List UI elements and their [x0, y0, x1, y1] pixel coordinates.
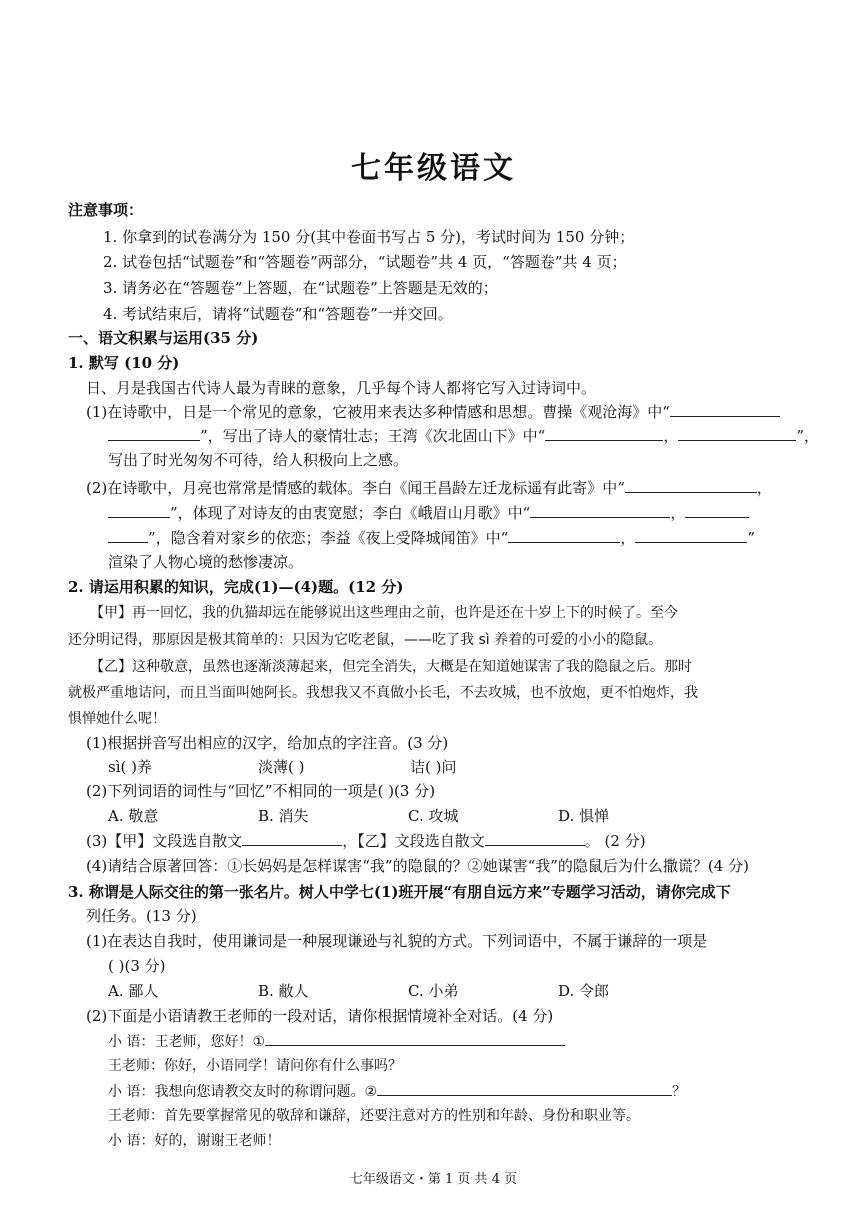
- q2-heading: 2. 请运用积累的知识，完成(1)—(4)题。(12 分): [68, 578, 404, 596]
- answer-blank[interactable]: [485, 831, 585, 846]
- dialogue-line-3: [108, 1081, 686, 1102]
- q1-part2-text1: (2)在诗歌中，月亮也常常是情感的载体。李白《闻王昌龄左迁龙标遥有此寄》中“: [86, 479, 625, 497]
- q2-sub1-item-2: 淡薄( ): [258, 758, 305, 776]
- section-heading: 一、语文积累与运用(35 分): [68, 329, 259, 347]
- answer-blank[interactable]: [108, 503, 170, 518]
- passage-yi-line3: 惧惮她什么呢！: [68, 711, 166, 727]
- answer-blank[interactable]: [242, 831, 342, 846]
- answer-blank[interactable]: [265, 1031, 565, 1046]
- q3-sub2: (2)下面是小语请教王老师的一段对话，请你根据情境补全对话。(4 分): [86, 1007, 554, 1025]
- passage-yi-line1: 【乙】这种敬意，虽然也逐渐淡薄起来，但完全消失，大概是在知道她谋害了我的隐鼠之后。那时: [90, 659, 692, 675]
- option-a: A. 敬意: [108, 807, 159, 825]
- dialogue-line-5: 小 语：好的，谢谢王老师！: [108, 1133, 281, 1149]
- q2-sub3-text3: 。 (2 分): [584, 832, 646, 850]
- q1-part2-line3: ”，隐含着对家乡的依恋；李益《夜上受降城闻笛》中“ ， ”: [108, 528, 755, 548]
- q1-part1-text2: ”，写出了诗人的豪情壮志；王湾《次北固山下》中“: [200, 427, 546, 445]
- q1-intro: 日、月是我国古代诗人最为青睐的意象，几乎每个诗人都将它写入过诗词中。: [86, 379, 597, 397]
- q3-sub1-line1: (1)在表达自我时，使用谦词是一种展现谦逊与礼貌的方式。下列词语中，不属于谦辞的一项是: [86, 932, 708, 950]
- option-b: B. 敝人: [258, 982, 309, 1000]
- note-item-1: 1. 你拿到的试卷满分为 150 分(其中卷面书写占 5 分)，考试时间为 150 分钟；: [103, 228, 635, 246]
- option-d: D. 惧惮: [558, 807, 610, 825]
- q1-part1-line1: [86, 402, 780, 422]
- answer-blank[interactable]: [377, 1081, 672, 1096]
- dialogue-line-1: [108, 1031, 565, 1052]
- answer-blank[interactable]: [625, 478, 757, 493]
- dialogue-line-4: 王老师：首先要掌握常见的敬辞和谦辞，还要注意对方的性别和年龄、身份和职业等。: [108, 1108, 640, 1124]
- note-item-4: 4. 考试结束后，请将“试题卷”和“答题卷”一并交回。: [103, 305, 453, 323]
- page-footer: 七年级语文・第 1 页 共 4 页: [349, 1172, 518, 1187]
- q1-part1-text1: (1)在诗歌中，日是一个常见的意象，它被用来表达多种情感和思想。曹操《观沧海》中“: [86, 403, 670, 421]
- answer-blank[interactable]: [678, 426, 796, 441]
- answer-blank[interactable]: [635, 528, 747, 543]
- dialogue-text-1: 小 语：王老师，您好！①: [108, 1034, 266, 1050]
- q2-sub4: (4)请结合原著回答：①长妈妈是怎样谋害“我”的隐鼠的？②她谋害“我”的隐鼠后为什么撒谎？(4 分): [86, 857, 749, 875]
- passage-jia-line2: 还分明记得，那原因是极其简单的：只因为它吃老鼠，——吃了我 sì 养着的可爱的小小的隐鼠。: [68, 632, 663, 648]
- answer-blank[interactable]: [508, 528, 620, 543]
- q3-sub1-line2: ( )(3 分): [108, 957, 166, 975]
- passage-yi-line2: 就极严重地诘问，而且当面叫她阿长。我想我又不真做小长毛，不去攻城，也不放炮，更不怕炮炸，我: [68, 685, 698, 701]
- dialogue-line-2: 王老师：你好，小语同学！请问你有什么事吗？: [108, 1058, 402, 1074]
- q1-part2-text3: ”，隐含着对家乡的依恋；李益《夜上受降城闻笛》中“: [148, 529, 509, 547]
- note-item-3: 3. 请务必在“答题卷”上答题，在“试题卷”上答题是无效的；: [103, 279, 498, 297]
- answer-blank[interactable]: [108, 528, 148, 543]
- notes-heading: 注意事项：: [68, 201, 144, 219]
- option-d: D. 令郎: [558, 982, 610, 1000]
- q2-sub3-text2: ，【乙】文段选自散文: [342, 832, 485, 850]
- q1-part2-line4: 渲染了人物心境的愁惨凄凉。: [108, 553, 304, 571]
- q1-part2-line2: ”，体现了对诗友的由衷宽慰；李白《峨眉山月歌》中“ ，: [108, 503, 749, 523]
- q3-heading-line1: 3. 称谓是人际交往的第一张名片。树人中学七(1)班开展“有朋自远方来”专题学习活动，请你完成下: [68, 883, 731, 901]
- q2-sub3-text1: (3)【甲】文段选自散文: [86, 832, 243, 850]
- note-item-2: 2. 试卷包括“试题卷”和“答题卷”两部分，“试题卷”共 4 页，“答题卷”共 4 页；: [103, 253, 627, 271]
- q1-part2-line1: (2)在诗歌中，月亮也常常是情感的载体。李白《闻王昌龄左迁龙标遥有此寄》中“ ，: [86, 479, 772, 497]
- q1-part1-line3: 写出了时光匆匆不可待，给人积极向上之感。: [108, 451, 409, 469]
- q2-sub1-item-1: sì( )养: [108, 758, 152, 776]
- option-b: B. 消失: [258, 807, 309, 825]
- q2-sub3: [86, 831, 646, 851]
- dialogue-text-3-end: ？: [672, 1084, 686, 1100]
- passage-jia-line1: 【甲】再一回忆，我的仇猫却远在能够说出这些理由之前，也许是还在十岁上下的时候了。至今: [90, 605, 678, 621]
- q3-heading-line2: 列任务。(13 分): [86, 907, 197, 925]
- answer-blank[interactable]: [545, 426, 663, 441]
- option-c: C. 攻城: [408, 807, 459, 825]
- option-c: C. 小弟: [408, 982, 459, 1000]
- q2-sub1: (1)根据拼音写出相应的汉字，给加点的字注音。(3 分): [86, 734, 449, 752]
- answer-blank[interactable]: [670, 402, 780, 417]
- q1-part1-line2: ”，写出了诗人的豪情壮志；王湾《次北固山下》中“ ， ”，: [108, 426, 819, 446]
- q2-sub1-item-3: 诘( )问: [410, 758, 457, 776]
- answer-blank[interactable]: [685, 503, 749, 518]
- q1-heading: 1. 默写 (10 分): [68, 354, 180, 372]
- q2-sub2: (2)下列词语的词性与“回忆”不相同的一项是( )(3 分): [86, 782, 436, 800]
- answer-blank[interactable]: [108, 426, 200, 441]
- q1-part2-text2: ”，体现了对诗友的由衷宽慰；李白《峨眉山月歌》中“: [170, 504, 531, 522]
- answer-blank[interactable]: [530, 503, 670, 518]
- dialogue-text-3: 小 语：我想向您请教交友时的称谓问题。②: [108, 1084, 377, 1100]
- page-title: 七年级语文: [351, 151, 516, 186]
- option-a: A. 鄙人: [108, 982, 159, 1000]
